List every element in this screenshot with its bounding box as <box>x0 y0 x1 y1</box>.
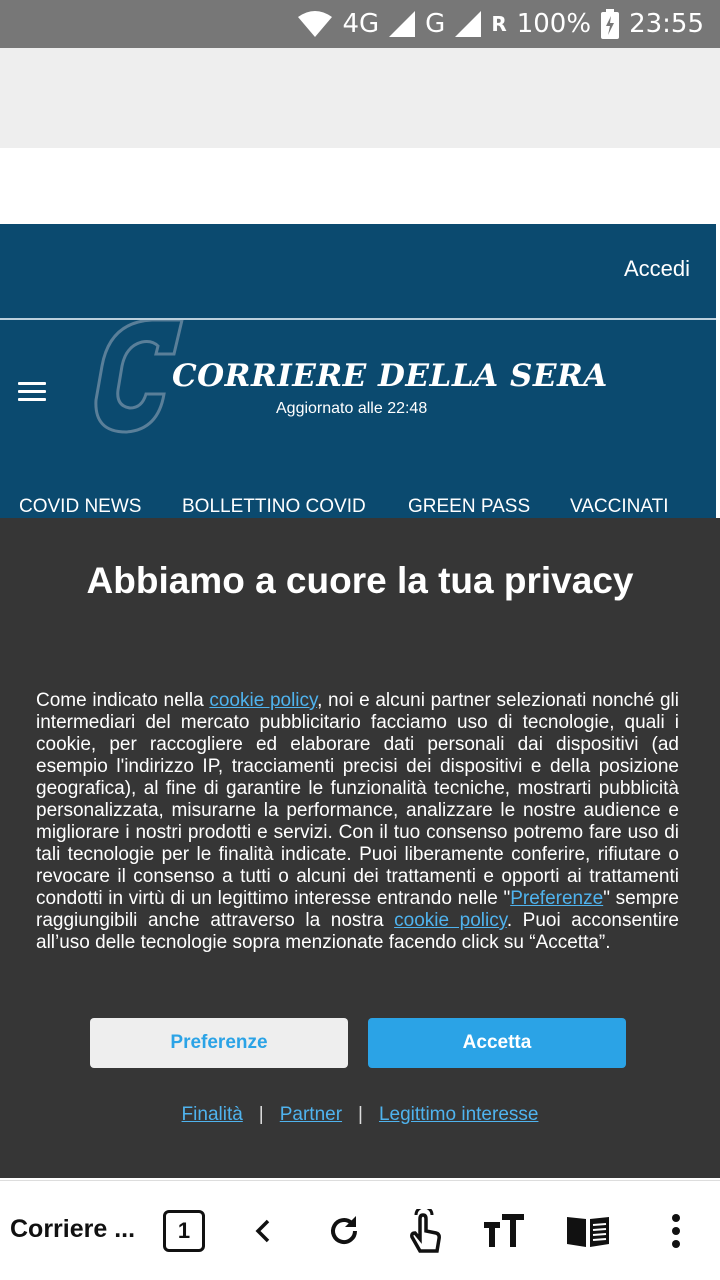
privacy-title: Abbiamo a cuore la tua privacy <box>86 560 634 601</box>
privacy-text-2: , noi e alcuni partner selezionati nonché gli intermediari del mercato pubblicitario facciamo uso di tecnologie, quali i cookie, per raccogliere ed elaborare dati personali dai dispositivi (ad esempio l'indirizzo IP, tracciamenti precisi dei dispositivi e della posizione geografica), al fine di garantire le funzionalità tecniche, mostrarti pubblicità personalizzata, misurarne la performance, analizzare le nostre audience e migliorare i nostri prodotti e servizi. Con il tuo consenso potremo fare uso di tali tecnologie per le finalità indicate. Puoi liberamente conferire, rifiutare o revocare il consenso a tutti o alcuni dei trattamenti e opporti ai trattamenti condotti in virtù di un legittimo interesse entrando nelle " <box>36 690 679 909</box>
tab-count: 1 <box>163 1210 205 1252</box>
signal-icon <box>389 11 415 37</box>
network2-label: G <box>425 9 446 39</box>
top-header <box>0 224 716 318</box>
purposes-link[interactable]: Finalità <box>181 1104 243 1125</box>
legal-links <box>0 1104 720 1126</box>
clock: 23:55 <box>629 9 704 39</box>
cookie-policy-link-2[interactable]: cookie policy <box>394 910 507 931</box>
preferences-button[interactable]: Preferenze <box>90 1018 348 1068</box>
privacy-text-1: Come indicato nella <box>36 690 210 711</box>
nav-green-pass[interactable]: GREEN PASS <box>408 496 531 517</box>
back-icon[interactable] <box>240 1207 288 1255</box>
reader-icon[interactable] <box>564 1207 612 1255</box>
privacy-text <box>36 690 679 954</box>
accept-button[interactable]: Accetta <box>368 1018 626 1068</box>
separator: | <box>258 1104 264 1125</box>
text-size-icon[interactable] <box>480 1207 528 1255</box>
nav-vaccinati[interactable]: VACCINATI <box>570 496 669 517</box>
cookie-policy-link[interactable]: cookie policy <box>209 690 318 711</box>
more-icon[interactable] <box>652 1207 700 1255</box>
legitimate-interest-link[interactable]: Legittimo interesse <box>378 1104 539 1125</box>
privacy-dialog <box>0 518 720 1178</box>
spacer <box>0 148 720 224</box>
browser-toolbar <box>0 1180 720 1280</box>
menu-icon[interactable] <box>18 382 46 402</box>
preferences-link[interactable]: Preferenze <box>510 888 604 909</box>
nav-bollettino-covid[interactable]: BOLLETTINO COVID <box>182 496 366 517</box>
network-label: 4G <box>342 9 380 39</box>
reload-icon[interactable] <box>320 1207 368 1255</box>
battery-charging-icon <box>601 9 619 39</box>
signal2-icon <box>455 11 481 37</box>
battery-percent: 100% <box>516 9 592 39</box>
privacy-text-3: " sempre raggiungibili anche attraverso la nostra <box>36 888 679 931</box>
page-tab-title[interactable]: Corriere ... <box>10 1215 136 1243</box>
nav-covid-news[interactable]: COVID NEWS <box>19 496 142 517</box>
partner-link[interactable]: Partner <box>279 1104 343 1125</box>
ad-placeholder <box>0 48 720 148</box>
touch-icon[interactable] <box>400 1207 448 1255</box>
logo-text[interactable]: CORRIERE DELLA SERA <box>172 358 608 394</box>
tabs-button[interactable] <box>160 1207 208 1255</box>
privacy-text-4: . Puoi acconsentire all’uso delle tecnologie sopra menzionate facendo click su “Accetta”. <box>36 910 680 953</box>
wifi-icon <box>298 11 332 37</box>
roaming-label: R <box>491 12 507 36</box>
separator: | <box>358 1104 363 1125</box>
login-link[interactable]: Accedi <box>623 256 690 281</box>
topic-nav <box>0 496 716 520</box>
status-bar <box>0 0 720 48</box>
masthead <box>0 320 716 520</box>
updated-time: Aggiornato alle 22:48 <box>276 400 428 417</box>
